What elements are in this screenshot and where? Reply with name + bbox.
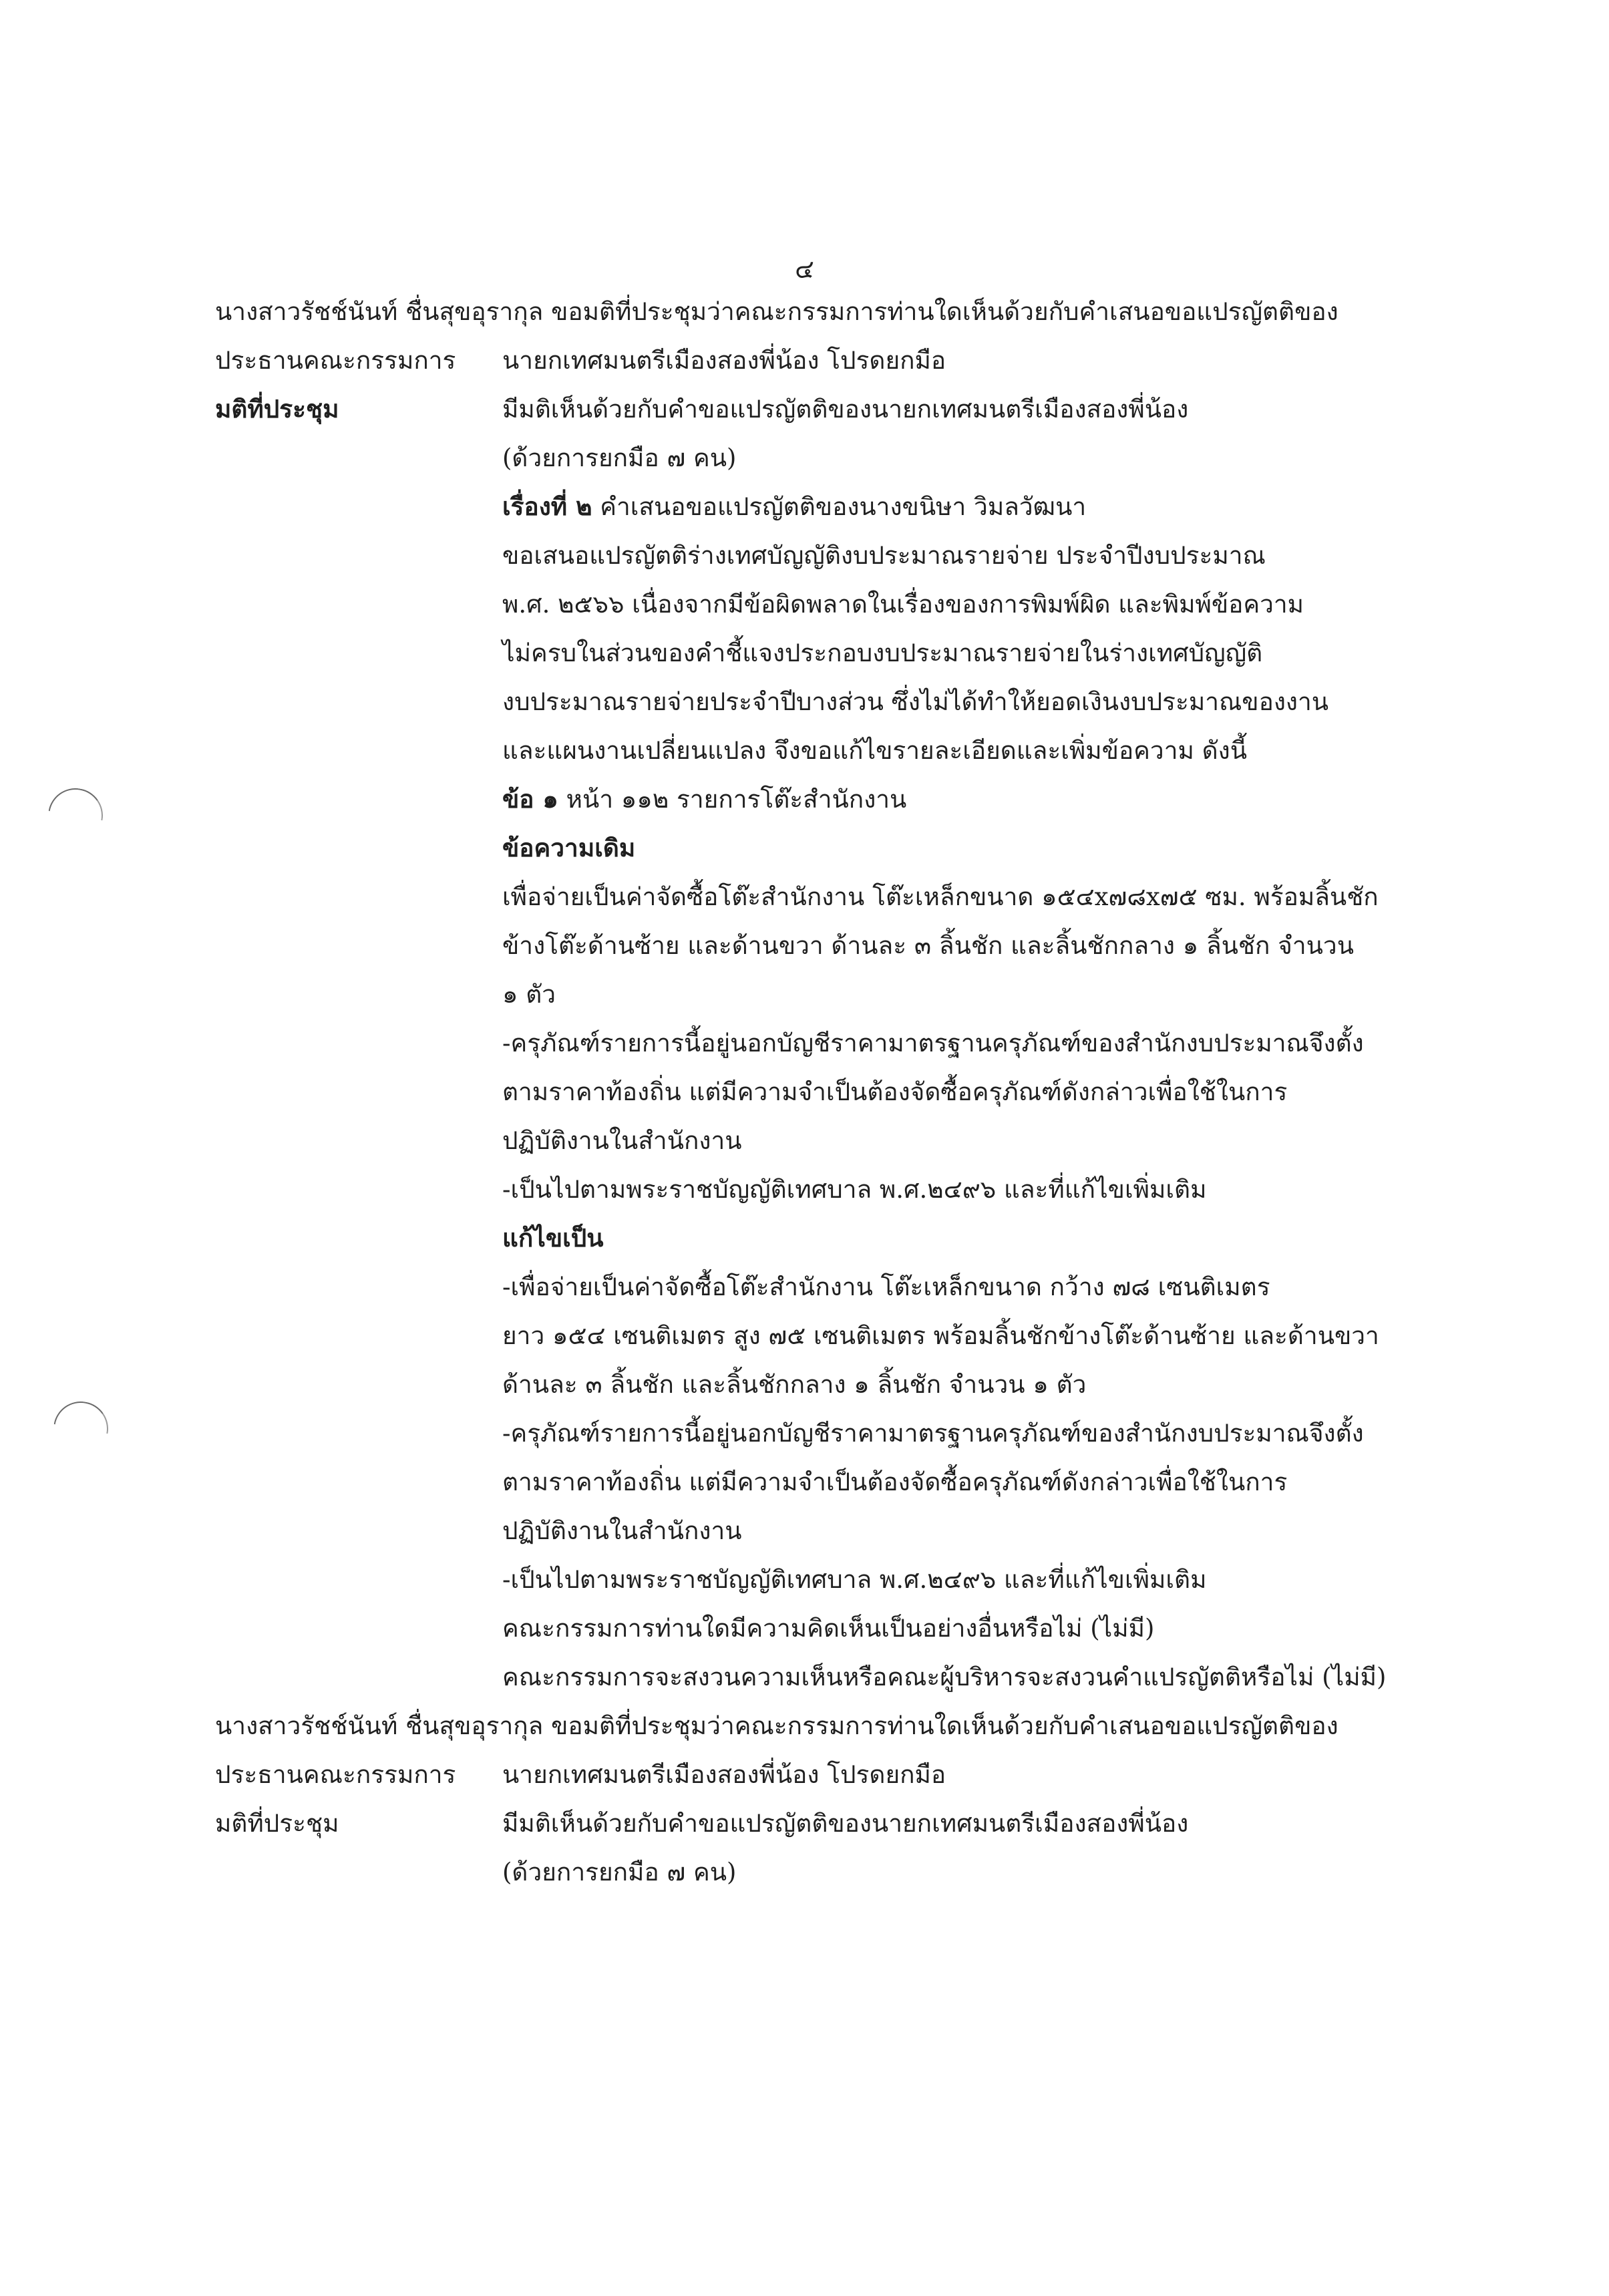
vote-line: (ด้วยการยกมือ ๗ คน): [502, 444, 737, 472]
resolution-label: มติที่ประชุม: [215, 394, 339, 424]
revised-line: ปฏิบัติงานในสำนักงาน: [502, 1516, 742, 1545]
revised-line: -เป็นไปตามพระราชบัญญัติเทศบาล พ.ศ.๒๔๙๖ และที่แก้ไขเพิ่มเติม: [502, 1565, 1207, 1594]
topic-line: ไม่ครบในส่วนของคำชี้แจงประกอบงบประมาณรายจ่ายในร่างเทศบัญญัติ: [502, 639, 1263, 667]
revised-line: -ครุภัณฑ์รายการนี้อยู่นอกบัญชีราคามาตรฐานครุภัณฑ์ของสำนักงบประมาณจึงตั้ง: [502, 1419, 1364, 1448]
revised-line: ด้านละ ๓ ลิ้นชัก และลิ้นชักกลาง ๑ ลิ้นชัก จำนวน ๑ ตัว: [502, 1370, 1087, 1399]
topic-line: งบประมาณรายจ่ายประจำปีบางส่วน ซึ่งไม่ได้ทำให้ยอดเงินงบประมาณของงาน: [502, 687, 1329, 716]
resolution-label: มติที่ประชุม: [215, 1809, 339, 1838]
page-number: ๔: [795, 255, 814, 284]
topic-line: และแผนงานเปลี่ยนแปลง จึงขอแก้ไขรายละเอียดและเพิ่มข้อความ ดังนี้: [502, 736, 1248, 765]
role-row: [215, 1750, 1497, 1799]
speaker-name: นางสาวรัชช์นันท์ ชื่นสุขอุรากุล: [215, 297, 544, 326]
topic-title-rest: คำเสนอขอแปรญัตติของนางขนิษา วิมลวัฒนา: [600, 492, 1087, 521]
question-line: คณะกรรมการจะสงวนความเห็นหรือคณะผู้บริหารจะสงวนคำแปรญัตติหรือไม่ (ไม่มี): [502, 1663, 1387, 1691]
role-label: ประธานคณะกรรมการ: [215, 346, 456, 375]
role-text: นายกเทศมนตรีเมืองสองพี่น้อง โปรดยกมือ: [502, 346, 946, 375]
revised-heading: แก้ไขเป็น: [502, 1223, 604, 1253]
vote-line: (ด้วยการยกมือ ๗ คน): [502, 1858, 737, 1887]
document-body: [215, 287, 1497, 1897]
resolution-text: มีมติเห็นด้วยกับคำขอแปรญัตติของนายกเทศมนตรีเมืองสองพี่น้อง: [502, 395, 1189, 424]
original-heading: ข้อความเดิม: [502, 833, 636, 862]
revised-line: ยาว ๑๕๔ เซนติเมตร สูง ๗๕ เซนติเมตร พร้อมลิ้นชักข้างโต๊ะด้านซ้าย และด้านขวา: [502, 1321, 1379, 1350]
original-line: ปฏิบัติงานในสำนักงาน: [502, 1126, 742, 1155]
original-line: ๑ ตัว: [502, 980, 556, 1009]
topic-line: พ.ศ. ๒๕๖๖ เนื่องจากมีข้อผิดพลาดในเรื่องของการพิมพ์ผิด และพิมพ์ข้อความ: [502, 590, 1304, 619]
speaker-name: นางสาวรัชช์นันท์ ชื่นสุขอุรากุล: [215, 1711, 544, 1740]
original-line: เพื่อจ่ายเป็นค่าจัดซื้อโต๊ะสำนักงาน โต๊ะเหล็กขนาด ๑๕๔x๗๘x๗๕ ซม. พร้อมลิ้นชัก: [502, 882, 1379, 911]
item-line: [215, 775, 1497, 824]
speaker-line: [215, 1701, 1497, 1750]
role-label: ประธานคณะกรรมการ: [215, 1760, 456, 1789]
role-row: [215, 336, 1497, 385]
revised-line: ตามราคาท้องถิ่น แต่มีความจำเป็นต้องจัดซื้อครุภัณฑ์ดังกล่าวเพื่อใช้ในการ: [502, 1468, 1288, 1496]
original-line: ตามราคาท้องถิ่น แต่มีความจำเป็นต้องจัดซื้อครุภัณฑ์ดังกล่าวเพื่อใช้ในการ: [502, 1078, 1288, 1106]
resolution-text: มีมติเห็นด้วยกับคำขอแปรญัตติของนายกเทศมนตรีเมืองสองพี่น้อง: [502, 1809, 1189, 1838]
speaker-text: ขอมติที่ประชุมว่าคณะกรรมการท่านใดเห็นด้วยกับคำเสนอขอแปรญัตติของ: [551, 297, 1338, 326]
speaker-text: ขอมติที่ประชุมว่าคณะกรรมการท่านใดเห็นด้วยกับคำเสนอขอแปรญัตติของ: [551, 1711, 1338, 1740]
punch-hole-mark-bottom: [49, 1398, 113, 1461]
resolution-row: [215, 1799, 1497, 1848]
topic-title-bold: เรื่องที่ ๒: [502, 492, 592, 521]
topic-title: [215, 482, 1497, 531]
role-text: นายกเทศมนตรีเมืองสองพี่น้อง โปรดยกมือ: [502, 1760, 946, 1789]
revised-line: -เพื่อจ่ายเป็นค่าจัดซื้อโต๊ะสำนักงาน โต๊ะเหล็กขนาด กว้าง ๗๘ เซนติเมตร: [502, 1273, 1270, 1301]
item-rest: หน้า ๑๑๒ รายการโต๊ะสำนักงาน: [566, 785, 907, 814]
original-line: -เป็นไปตามพระราชบัญญัติเทศบาล พ.ศ.๒๔๙๖ และที่แก้ไขเพิ่มเติม: [502, 1175, 1207, 1204]
question-line: คณะกรรมการท่านใดมีความคิดเห็นเป็นอย่างอื่นหรือไม่ (ไม่มี): [502, 1614, 1155, 1643]
original-line: ข้างโต๊ะด้านซ้าย และด้านขวา ด้านละ ๓ ลิ้นชัก และลิ้นชักกลาง ๑ ลิ้นชัก จำนวน: [502, 931, 1355, 960]
resolution-row: [215, 385, 1497, 434]
topic-line: ขอเสนอแปรญัตติร่างเทศบัญญัติงบประมาณรายจ่าย ประจำปีงบประมาณ: [502, 541, 1266, 570]
original-line: -ครุภัณฑ์รายการนี้อยู่นอกบัญชีราคามาตรฐานครุภัณฑ์ของสำนักงบประมาณจึงตั้ง: [502, 1029, 1364, 1057]
speaker-line: [215, 287, 1497, 336]
item-bold: ข้อ ๑: [502, 784, 558, 814]
punch-hole-mark-top: [44, 784, 108, 848]
